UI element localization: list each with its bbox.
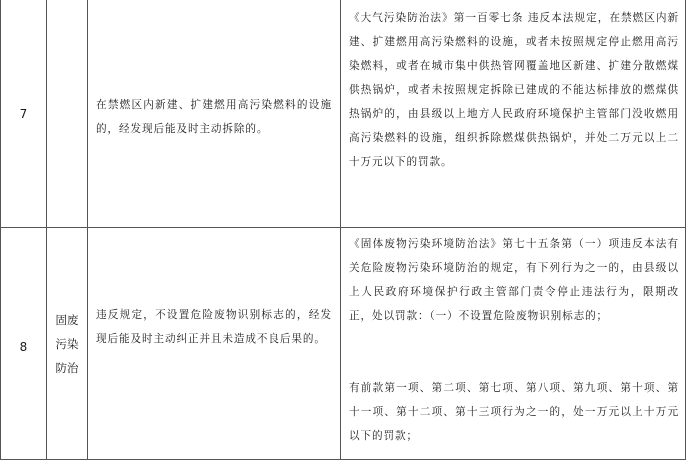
row-number: 8	[19, 340, 28, 354]
row-number-cell	[0, 228, 46, 459]
category-cell	[46, 0, 87, 227]
law-extra-text: 有前款第一项、第二项、第七项、第八项、第九项、第十项、第十一项、第十二项、第十三项行为之一的，处一万元以上十万元以下的罚款；	[349, 382, 679, 442]
law-cell	[340, 0, 686, 227]
row-number: 7	[19, 107, 28, 121]
table-row	[0, 0, 686, 228]
row-number-cell	[0, 0, 46, 227]
category-cell	[46, 228, 87, 459]
law-text: 《固体废物污染环境防治法》第七十五条第（一）项违反本法有关危险废物污染环境防治的规定，有下列行为之一的，由县级以上人民政府环境保护行政主管部门责令停止违法行为，限期改正，处以罚款：（一）不设置危险废物识别标志的；	[349, 238, 679, 322]
action-cell	[87, 0, 340, 227]
law-cell	[340, 228, 686, 459]
action-cell	[87, 228, 340, 459]
law-text: 《大气污染防治法》第一百零七条 违反本法规定，在禁燃区内新建、扩建燃用高污染燃料的设施，或者未按照规定停止燃用高污染燃料，或者在城市集中供热管网覆盖地区新建、扩建分散燃煤供热锅炉，或者未按照规定拆除已建成的不能达标排放的燃煤供热锅炉的，由县级以上地方人民政府环境保护主管部门没收燃用高污染燃料的设施，组织拆除燃煤供热锅炉，并处二万元以上二十万元以下的罚款。	[349, 12, 679, 168]
action-text: 违反规定，不设置危险废物识别标志的，经发现后能及时主动纠正并且未造成不良后果的。	[96, 309, 332, 345]
table-row	[0, 227, 686, 460]
action-text: 在禁燃区内新建、扩建燃用高污染燃料的设施的，经发现后能及时主动拆除的。	[96, 99, 332, 135]
category-label: 固废 污染 防治	[55, 313, 79, 375]
